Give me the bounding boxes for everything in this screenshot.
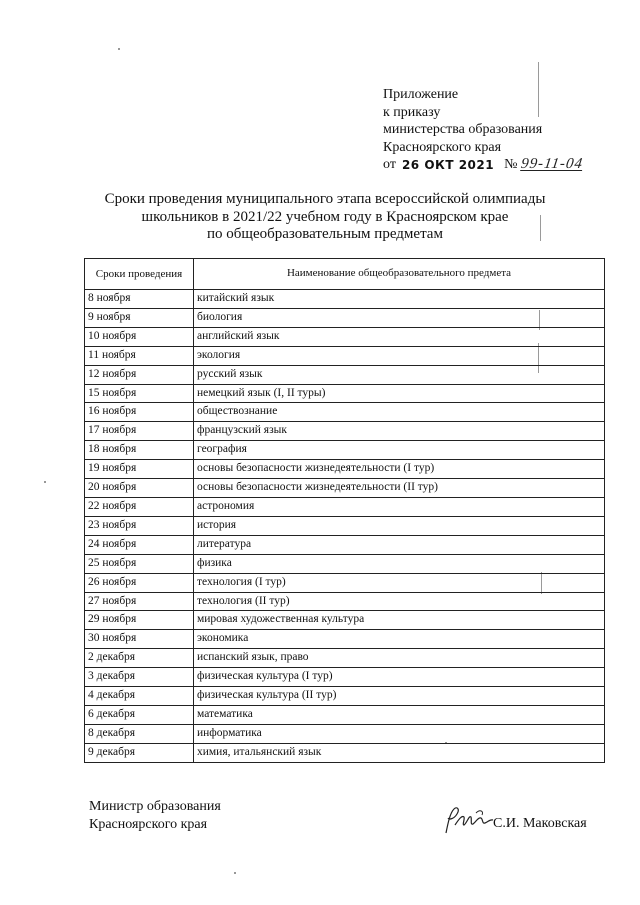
subject-cell: технология (II тур) (194, 592, 605, 611)
handwritten-signature (440, 803, 496, 839)
order-number: 99-11-04 (520, 156, 585, 172)
date-cell: 9 декабря (85, 743, 194, 762)
date-cell: 24 ноября (85, 535, 194, 554)
subject-cell: китайский язык (194, 290, 605, 309)
title-line: по общеобразовательным предметам (207, 226, 443, 242)
date-cell: 16 ноября (85, 403, 194, 422)
subject-cell: география (194, 441, 605, 460)
subject-cell: физическая культура (II тур) (194, 687, 605, 706)
table-body (85, 290, 605, 763)
position-line: Министр образования (89, 799, 221, 814)
scan-speck (44, 481, 46, 483)
subject-cell: основы безопасности жизнедеятельности (II тур) (194, 479, 605, 498)
date-cell: 4 декабря (85, 687, 194, 706)
table-row (85, 668, 605, 687)
subject-cell: обществознание (194, 403, 605, 422)
date-stamp: 26 ОКТ 2021 (401, 158, 495, 172)
subject-cell: литература (194, 535, 605, 554)
appendix-line: Красноярского края (383, 139, 502, 155)
order-date-row (383, 156, 583, 174)
column-header-date: Сроки проведения (85, 259, 194, 290)
position-line: Красноярского края (89, 817, 208, 832)
schedule-table (84, 258, 605, 763)
table-row (85, 649, 605, 668)
signer-name: С.И. Маковская (493, 816, 587, 831)
table-row (85, 724, 605, 743)
date-cell: 22 ноября (85, 497, 194, 516)
table-row (85, 743, 605, 762)
table-header-row (85, 259, 605, 290)
subject-cell: технология (I тур) (194, 573, 605, 592)
appendix-line: Приложение (383, 87, 459, 102)
date-cell: 9 ноября (85, 308, 194, 327)
date-cell: 17 ноября (85, 422, 194, 441)
subject-cell: французский язык (194, 422, 605, 441)
date-cell: 25 ноября (85, 554, 194, 573)
appendix-line: министерства образования (383, 122, 543, 137)
subject-cell: физика (194, 554, 605, 573)
date-cell: 8 ноября (85, 290, 194, 309)
subject-cell: математика (194, 705, 605, 724)
date-cell: 15 ноября (85, 384, 194, 403)
date-cell: 27 ноября (85, 592, 194, 611)
date-prefix: от (383, 157, 396, 172)
subject-cell: немецкий язык (I, II туры) (194, 384, 605, 403)
table-row (85, 573, 605, 592)
table-row (85, 441, 605, 460)
table-row (85, 516, 605, 535)
table-row (85, 592, 605, 611)
title-line: Сроки проведения муниципального этапа всероссийской олимпиады (104, 191, 546, 207)
table-row (85, 403, 605, 422)
number-sign: № (504, 157, 518, 172)
table-row (85, 327, 605, 346)
document-title (80, 191, 570, 244)
date-cell: 30 ноября (85, 630, 194, 649)
date-cell: 12 ноября (85, 365, 194, 384)
table-row (85, 687, 605, 706)
subject-cell: биология (194, 308, 605, 327)
table-row (85, 705, 605, 724)
subject-cell: английский язык (194, 327, 605, 346)
signatory-position (89, 798, 221, 834)
date-cell: 6 декабря (85, 705, 194, 724)
table-row (85, 611, 605, 630)
table-row (85, 479, 605, 498)
date-cell: 29 ноября (85, 611, 194, 630)
table-row (85, 460, 605, 479)
subject-cell: мировая художественная культура (194, 611, 605, 630)
column-header-subject: Наименование общеобразовательного предмета (194, 259, 605, 290)
table-row (85, 308, 605, 327)
date-cell: 19 ноября (85, 460, 194, 479)
date-cell: 26 ноября (85, 573, 194, 592)
date-cell: 18 ноября (85, 441, 194, 460)
title-line: школьников в 2021/22 учебном году в Красноярском крае (141, 208, 509, 225)
subject-cell: физическая культура (I тур) (194, 668, 605, 687)
date-cell: 10 ноября (85, 327, 194, 346)
table-row (85, 365, 605, 384)
table-row (85, 422, 605, 441)
subject-cell: история (194, 516, 605, 535)
table-row (85, 554, 605, 573)
date-cell: 20 ноября (85, 479, 194, 498)
table-row (85, 630, 605, 649)
appendix-line: к приказу (383, 104, 441, 120)
date-cell: 3 декабря (85, 668, 194, 687)
subject-cell: химия, итальянский язык (194, 743, 605, 762)
scan-speck (234, 872, 236, 874)
subject-cell: основы безопасности жизнедеятельности (I тур) (194, 460, 605, 479)
scan-speck (118, 48, 120, 50)
subject-cell: испанский язык, право (194, 649, 605, 668)
subject-cell: русский язык (194, 365, 605, 384)
date-cell: 2 декабря (85, 649, 194, 668)
table-row (85, 346, 605, 365)
date-cell: 23 ноября (85, 516, 194, 535)
table-row (85, 384, 605, 403)
appendix-header (383, 86, 583, 174)
subject-cell: экономика (194, 630, 605, 649)
subject-cell: экология (194, 346, 605, 365)
subject-cell: информатика (194, 724, 605, 743)
subject-cell: астрономия (194, 497, 605, 516)
date-cell: 11 ноября (85, 346, 194, 365)
table-row (85, 290, 605, 309)
date-cell: 8 декабря (85, 724, 194, 743)
table-row (85, 497, 605, 516)
table-row (85, 535, 605, 554)
